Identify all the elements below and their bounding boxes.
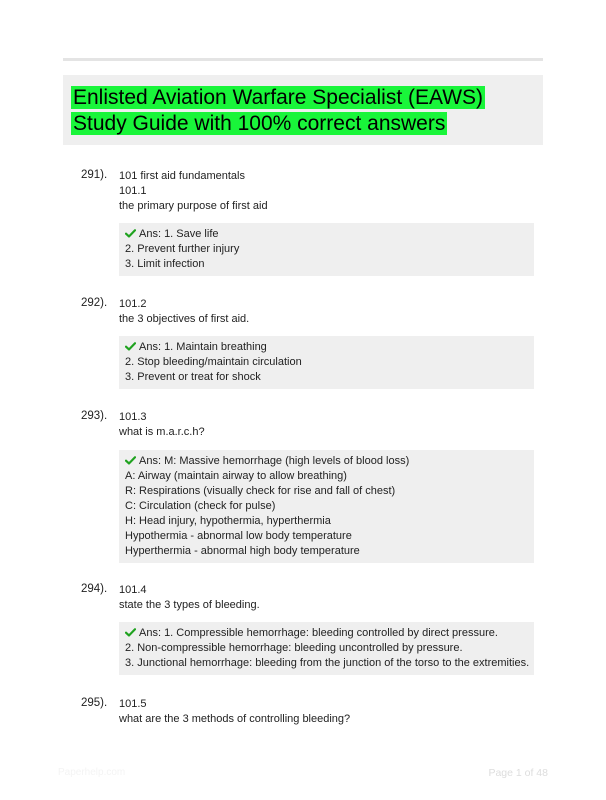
question-line: state the 3 types of bleeding. (119, 599, 260, 611)
check-icon (125, 342, 136, 351)
question-line: what are the 3 methods of controlling bleeding? (119, 713, 351, 725)
answer-line: R: Respirations (visually check for rise and fall of chest) (125, 485, 396, 497)
question-number: 291). (81, 169, 108, 181)
answer-line (125, 340, 534, 355)
answer-box (119, 622, 534, 675)
top-divider (63, 58, 543, 61)
answer-line: C: Circulation (check for pulse) (125, 500, 276, 512)
question-text (119, 169, 268, 214)
question-number: 294). (81, 583, 108, 595)
answer-line: 2. Prevent further injury (125, 243, 240, 255)
answer-box (119, 223, 534, 276)
question-number: 295). (81, 697, 108, 709)
question-line: what is m.a.r.c.h? (119, 426, 205, 438)
question-text (119, 697, 350, 727)
question-text (119, 410, 205, 440)
check-icon (125, 229, 136, 238)
answer-line: Hypothermia - abnormal low body temperature (125, 530, 352, 542)
question-line: 101.4 (119, 584, 147, 596)
question-number: 292). (81, 297, 108, 309)
question-line: the 3 objectives of first aid. (119, 313, 250, 325)
answer-line: Hyperthermia - abnormal high body temperature (125, 545, 360, 557)
check-icon (125, 628, 136, 637)
answer-line: 3. Prevent or treat for shock (125, 371, 261, 383)
title-line-2: Study Guide with 100% correct answers (73, 112, 446, 135)
answer-text: Ans: M: Massive hemorrhage (high levels of blood loss) (139, 455, 410, 467)
answer-box (119, 450, 534, 563)
answer-line: H: Head injury, hypothermia, hyperthermia (125, 515, 331, 527)
answer-text: Ans: 1. Compressible hemorrhage: bleeding controlled by direct pressure. (139, 627, 498, 639)
question-text (119, 583, 260, 613)
document-title (71, 85, 537, 137)
answer-line (125, 454, 534, 469)
check-icon (125, 456, 136, 465)
question-text (119, 297, 249, 327)
question-number: 293). (81, 410, 108, 422)
question-line: the primary purpose of first aid (119, 200, 268, 212)
answer-line: 2. Stop bleeding/maintain circulation (125, 356, 302, 368)
page-number: Page 1 of 48 (488, 767, 548, 779)
answer-line (125, 227, 534, 242)
answer-text: Ans: 1. Maintain breathing (139, 341, 267, 353)
answer-box (119, 336, 534, 389)
question-line: 101.2 (119, 298, 147, 310)
answer-line: 3. Junctional hemorrhage: bleeding from the junction of the torso to the extremities. (125, 657, 530, 669)
footer-watermark: Paperhelp.com (58, 767, 126, 778)
title-line-1: Enlisted Aviation Warfare Specialist (EAWS) (73, 86, 484, 109)
question-line: 101.3 (119, 411, 147, 423)
answer-text: Ans: 1. Save life (139, 228, 219, 240)
answer-line: 3. Limit infection (125, 258, 205, 270)
answer-line: A: Airway (maintain airway to allow breathing) (125, 470, 347, 482)
answer-line (125, 626, 534, 641)
answer-line: 2. Non-compressible hemorrhage: bleeding uncontrolled by pressure. (125, 642, 463, 654)
title-banner (63, 75, 543, 145)
question-line: 101 first aid fundamentals (119, 170, 245, 182)
question-line: 101.5 (119, 698, 147, 710)
question-line: 101.1 (119, 185, 147, 197)
